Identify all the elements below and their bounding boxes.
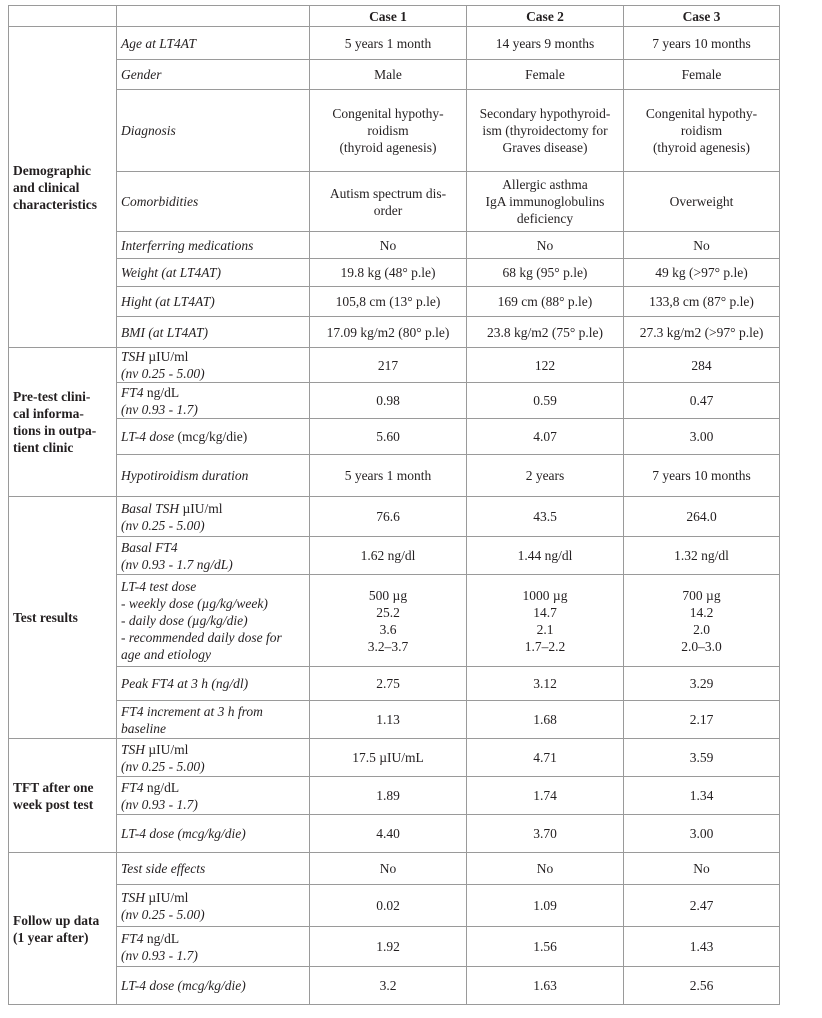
section-label-line: (1 year after) bbox=[13, 929, 89, 945]
value-line: (thyroid agenesis) bbox=[652, 140, 751, 155]
param-weight: Weight (at LT4AT) bbox=[117, 259, 310, 287]
param-tft-tsh bbox=[117, 739, 310, 777]
normal-range: (nv 0.93 - 1.7) bbox=[121, 947, 198, 963]
param-label-line: - weekly dose (µg/kg/week) bbox=[121, 596, 268, 611]
section-label-line: tions in outpa- bbox=[13, 423, 97, 438]
case1-value: 2.75 bbox=[310, 667, 467, 701]
normal-range: (nv 0.93 - 1.7 ng/dL) bbox=[121, 556, 233, 572]
value-line: 3.2–3.7 bbox=[367, 638, 409, 654]
case1-value: 17.09 kg/m2 (80° p.le) bbox=[310, 317, 467, 348]
case3-value: 2.47 bbox=[624, 885, 780, 927]
case1-value bbox=[310, 172, 467, 232]
table-row bbox=[9, 497, 780, 537]
case2-value: Female bbox=[467, 60, 624, 90]
case3-value: 3.59 bbox=[624, 739, 780, 777]
case3-value bbox=[624, 172, 780, 232]
table-row bbox=[9, 259, 780, 287]
value-line: 700 µg bbox=[682, 587, 721, 603]
table-row bbox=[9, 348, 780, 383]
param-gender: Gender bbox=[117, 60, 310, 90]
case3-value bbox=[624, 575, 780, 667]
case1-value: 3.2 bbox=[310, 967, 467, 1005]
case2-value: 3.12 bbox=[467, 667, 624, 701]
case1-value: No bbox=[310, 853, 467, 885]
case1-value: 1.92 bbox=[310, 927, 467, 967]
value-line: (thyroid agenesis) bbox=[339, 140, 437, 155]
param-tft-dose: LT-4 dose (mcg/kg/die) bbox=[117, 815, 310, 853]
case2-value: 68 kg (95° p.le) bbox=[467, 259, 624, 287]
table-row bbox=[9, 232, 780, 259]
param-label: TSH bbox=[121, 889, 146, 905]
param-pretest-ft4 bbox=[117, 383, 310, 419]
case2-value: 1.74 bbox=[467, 777, 624, 815]
header-row bbox=[9, 6, 780, 27]
param-label-line: - recommended daily dose for bbox=[121, 630, 282, 645]
case2-value: 1.44 ng/dl bbox=[467, 537, 624, 575]
param-label: FT4 bbox=[121, 930, 144, 946]
value-line: 3.6 bbox=[379, 621, 397, 637]
section-label-line: Demographic bbox=[13, 162, 91, 178]
case2-value bbox=[467, 90, 624, 172]
param-label-line: baseline bbox=[121, 720, 166, 736]
normal-range: (nv 0.25 - 5.00) bbox=[121, 366, 205, 381]
param-unit: ng/dL bbox=[143, 384, 180, 400]
param-unit: µIU/ml bbox=[145, 349, 189, 364]
table-row bbox=[9, 575, 780, 667]
case3-value: 3.00 bbox=[624, 419, 780, 455]
case2-value: 14 years 9 months bbox=[467, 27, 624, 60]
value-line: Congenital hypothy- bbox=[645, 106, 758, 121]
case1-value bbox=[310, 90, 467, 172]
section-label-line: and clinical bbox=[13, 179, 80, 195]
param-followup-ft4 bbox=[117, 927, 310, 967]
param-ft4-increment bbox=[117, 701, 310, 739]
case2-value: 1.09 bbox=[467, 885, 624, 927]
case1-value bbox=[310, 575, 467, 667]
case2-header: Case 2 bbox=[467, 6, 624, 27]
case2-value: 43.5 bbox=[467, 497, 624, 537]
table-row bbox=[9, 60, 780, 90]
param-label: LT-4 dose bbox=[121, 429, 175, 444]
case3-value: 7 years 10 months bbox=[624, 455, 780, 497]
param-unit: ng/dL bbox=[143, 930, 180, 946]
case3-value: 1.43 bbox=[624, 927, 780, 967]
header-empty-cell bbox=[9, 6, 117, 27]
case3-value: 284 bbox=[624, 348, 780, 383]
param-side-effects: Test side effects bbox=[117, 853, 310, 885]
header-empty-cell bbox=[117, 6, 310, 27]
param-label: TSH bbox=[121, 349, 146, 364]
value-line: 2.0–3.0 bbox=[681, 638, 722, 654]
param-comorbidities: Comorbidities bbox=[117, 172, 310, 232]
table-row bbox=[9, 701, 780, 739]
param-label: FT4 bbox=[121, 384, 144, 400]
case1-value: 19.8 kg (48° p.le) bbox=[310, 259, 467, 287]
normal-range: (nv 0.25 - 5.00) bbox=[121, 517, 205, 533]
value-line: roidism bbox=[680, 123, 723, 138]
normal-range: (nv 0.25 - 5.00) bbox=[121, 758, 205, 774]
table-row bbox=[9, 853, 780, 885]
section-label-line: TFT after one bbox=[13, 779, 94, 795]
table-row bbox=[9, 90, 780, 172]
case2-value: 122 bbox=[467, 348, 624, 383]
case2-value: 3.70 bbox=[467, 815, 624, 853]
param-followup-dose: LT-4 dose (mcg/kg/die) bbox=[117, 967, 310, 1005]
param-test-dose bbox=[117, 575, 310, 667]
case3-value: 7 years 10 months bbox=[624, 27, 780, 60]
table-row bbox=[9, 172, 780, 232]
param-tft-ft4 bbox=[117, 777, 310, 815]
case2-value: 23.8 kg/m2 (75° p.le) bbox=[467, 317, 624, 348]
param-basal-tsh bbox=[117, 497, 310, 537]
value-line: 1.7–2.2 bbox=[524, 638, 566, 654]
value-line: ism (thyroidectomy for bbox=[482, 123, 608, 138]
case2-value: 2 years bbox=[467, 455, 624, 497]
param-peak-ft4: Peak FT4 at 3 h (ng/dl) bbox=[117, 667, 310, 701]
table-row bbox=[9, 27, 780, 60]
param-medications: Interferring medications bbox=[117, 232, 310, 259]
case3-value: 2.56 bbox=[624, 967, 780, 1005]
value-line: Secondary hypothyroid- bbox=[479, 106, 611, 121]
case3-value: 2.17 bbox=[624, 701, 780, 739]
param-height: Hight (at LT4AT) bbox=[117, 287, 310, 317]
case3-header: Case 3 bbox=[624, 6, 780, 27]
value-line: deficiency bbox=[516, 211, 574, 226]
case1-header: Case 1 bbox=[310, 6, 467, 27]
value-line: Congenital hypothy- bbox=[332, 106, 444, 121]
table-row bbox=[9, 419, 780, 455]
value-line: 25.2 bbox=[376, 604, 400, 620]
case1-value: 1.13 bbox=[310, 701, 467, 739]
section-tft bbox=[9, 739, 117, 853]
case3-value: 49 kg (>97° p.le) bbox=[624, 259, 780, 287]
case1-value: 1.89 bbox=[310, 777, 467, 815]
table-row bbox=[9, 885, 780, 927]
param-label-line: LT-4 test dose bbox=[121, 579, 197, 594]
table-row bbox=[9, 967, 780, 1005]
section-label-line: Follow up data bbox=[13, 912, 100, 928]
param-followup-tsh bbox=[117, 885, 310, 927]
normal-range: (nv 0.93 - 1.7) bbox=[121, 796, 198, 812]
value-line: roidism bbox=[367, 123, 409, 138]
case1-value: 0.98 bbox=[310, 383, 467, 419]
value-line: 2.1 bbox=[536, 621, 554, 637]
case2-value: 4.07 bbox=[467, 419, 624, 455]
section-demographic bbox=[9, 27, 117, 348]
case3-value: 1.34 bbox=[624, 777, 780, 815]
param-unit: ng/dL bbox=[143, 779, 180, 795]
table-row bbox=[9, 383, 780, 419]
case2-value: 1.63 bbox=[467, 967, 624, 1005]
section-pretest bbox=[9, 348, 117, 497]
param-unit: µIU/ml bbox=[145, 889, 189, 905]
param-label: Basal FT4 bbox=[121, 539, 178, 555]
value-line: 2.0 bbox=[693, 621, 710, 637]
case3-value: 1.32 ng/dl bbox=[624, 537, 780, 575]
table-row bbox=[9, 777, 780, 815]
value-line: Overweight bbox=[669, 194, 734, 209]
param-label: TSH bbox=[121, 741, 146, 757]
case3-value: 133,8 cm (87° p.le) bbox=[624, 287, 780, 317]
case3-value: 3.00 bbox=[624, 815, 780, 853]
case3-value: 27.3 kg/m2 (>97° p.le) bbox=[624, 317, 780, 348]
value-line: Graves disease) bbox=[502, 140, 588, 155]
case-comparison-table bbox=[8, 5, 780, 1005]
param-label: Basal TSH bbox=[121, 500, 180, 516]
value-line: 500 µg bbox=[368, 587, 408, 603]
case1-value: 0.02 bbox=[310, 885, 467, 927]
param-label: FT4 bbox=[121, 779, 144, 795]
case2-value: No bbox=[467, 853, 624, 885]
case1-value: 5 years 1 month bbox=[310, 27, 467, 60]
value-line: 14.7 bbox=[533, 604, 557, 620]
section-followup bbox=[9, 853, 117, 1005]
case3-value bbox=[624, 90, 780, 172]
case1-value: 1.62 ng/dl bbox=[310, 537, 467, 575]
case3-value: No bbox=[624, 853, 780, 885]
case1-value: 105,8 cm (13° p.le) bbox=[310, 287, 467, 317]
value-line: IgA immunoglobulins bbox=[485, 194, 605, 209]
value-line: 1000 µg bbox=[522, 587, 568, 603]
case1-value: 217 bbox=[310, 348, 467, 383]
section-label-line: cal informa- bbox=[13, 406, 84, 421]
table-row bbox=[9, 455, 780, 497]
table-row bbox=[9, 667, 780, 701]
param-label-line: age and etiology bbox=[121, 647, 211, 662]
value-line: Autism spectrum dis- bbox=[329, 185, 447, 201]
case1-value: No bbox=[310, 232, 467, 259]
param-basal-ft4 bbox=[117, 537, 310, 575]
table-row bbox=[9, 815, 780, 853]
normal-range: (nv 0.25 - 5.00) bbox=[121, 906, 205, 922]
table-row bbox=[9, 927, 780, 967]
section-label-line: week post test bbox=[13, 796, 94, 812]
case1-value: Male bbox=[310, 60, 467, 90]
case3-value: No bbox=[624, 232, 780, 259]
param-duration: Hypotiroidism duration bbox=[117, 455, 310, 497]
table-row bbox=[9, 287, 780, 317]
param-pretest-dose bbox=[117, 419, 310, 455]
table-row bbox=[9, 537, 780, 575]
param-bmi: BMI (at LT4AT) bbox=[117, 317, 310, 348]
param-unit: µIU/ml bbox=[179, 500, 223, 516]
param-unit: µIU/ml bbox=[145, 741, 189, 757]
value-line: order bbox=[373, 202, 403, 218]
case1-value: 17.5 µIU/mL bbox=[310, 739, 467, 777]
case2-value: 1.68 bbox=[467, 701, 624, 739]
section-label-line: Pre-test clini- bbox=[13, 389, 91, 404]
case3-value: 3.29 bbox=[624, 667, 780, 701]
section-label-line: characteristics bbox=[13, 196, 97, 212]
param-unit: (mcg/kg/die) bbox=[174, 429, 248, 444]
section-label-line: tient clinic bbox=[13, 440, 74, 455]
case1-value: 5.60 bbox=[310, 419, 467, 455]
value-line: 14.2 bbox=[689, 604, 714, 620]
normal-range: (nv 0.93 - 1.7) bbox=[121, 401, 198, 417]
case2-value: 169 cm (88° p.le) bbox=[467, 287, 624, 317]
case2-value bbox=[467, 172, 624, 232]
param-pretest-tsh bbox=[117, 348, 310, 383]
param-age: Age at LT4AT bbox=[117, 27, 310, 60]
case2-value: 1.56 bbox=[467, 927, 624, 967]
case2-value bbox=[467, 575, 624, 667]
case1-value: 4.40 bbox=[310, 815, 467, 853]
param-diagnosis: Diagnosis bbox=[117, 90, 310, 172]
section-test-results: Test results bbox=[9, 497, 117, 739]
case1-value: 76.6 bbox=[310, 497, 467, 537]
case3-value: Female bbox=[624, 60, 780, 90]
param-label-line: - daily dose (µg/kg/die) bbox=[121, 613, 248, 628]
table-row bbox=[9, 317, 780, 348]
case3-value: 0.47 bbox=[624, 383, 780, 419]
case1-value: 5 years 1 month bbox=[310, 455, 467, 497]
case2-value: 0.59 bbox=[467, 383, 624, 419]
case2-value: 4.71 bbox=[467, 739, 624, 777]
case2-value: No bbox=[467, 232, 624, 259]
table-row bbox=[9, 739, 780, 777]
value-line: Allergic asthma bbox=[502, 177, 588, 192]
param-label-line: FT4 increment at 3 h from bbox=[121, 703, 263, 719]
case3-value: 264.0 bbox=[624, 497, 780, 537]
